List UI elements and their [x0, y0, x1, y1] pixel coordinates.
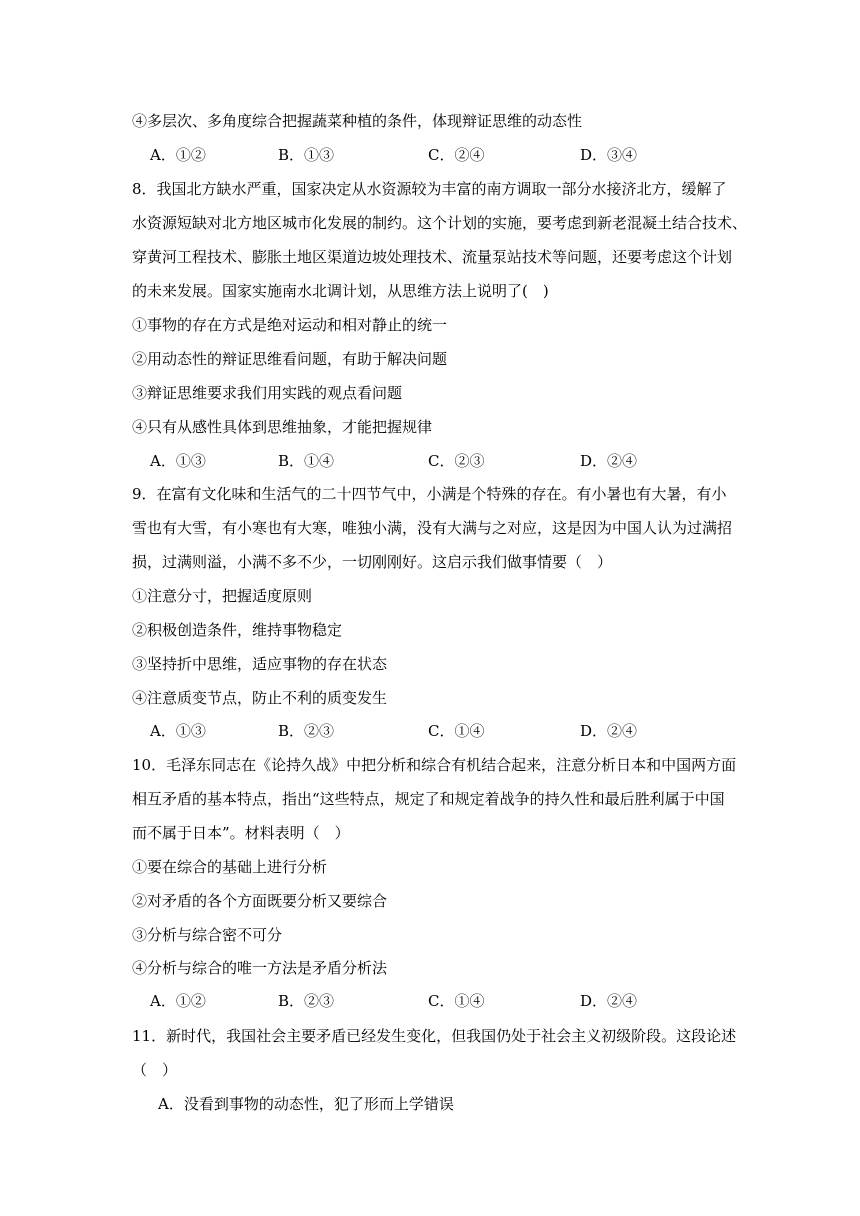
q8-statement-2: ②用动态性的辩证思维看问题，有助于解决问题	[132, 350, 448, 368]
q11-stem-line: 11．新时代，我国社会主要矛盾已经发生变化，但我国仍处于社会主义初级阶段。这段论述	[132, 1027, 737, 1045]
q10-option-c[interactable]: C．①④	[428, 992, 485, 1010]
q10-option-b[interactable]: B．②③	[278, 992, 335, 1010]
q8-statement-1: ①事物的存在方式是绝对运动和相对静止的统一	[132, 316, 448, 334]
q8-stem-line: 水资源短缺对北方地区城市化发展的制约。这个计划的实施，要考虑到新老混凝土结合技术、	[132, 214, 748, 232]
q7-statement-4: ④多层次、多角度综合把握蔬菜种植的条件，体现辩证思维的动态性	[132, 112, 583, 130]
q7-option-d[interactable]: D．③④	[580, 146, 638, 164]
q8-statement-3: ③辩证思维要求我们用实践的观点看问题	[132, 384, 403, 402]
q8-option-d[interactable]: D．②④	[580, 452, 638, 470]
q8-option-a[interactable]: A．①③	[150, 452, 206, 470]
q9-statement-2: ②积极创造条件，维持事物稳定	[132, 621, 343, 639]
q9-statement-1: ①注意分寸，把握适度原则	[132, 587, 313, 605]
q9-option-d[interactable]: D．②④	[580, 722, 638, 740]
q7-options	[150, 145, 710, 165]
q8-stem-line: 8．我国北方缺水严重，国家决定从水资源较为丰富的南方调取一部分水接济北方，缓解了	[132, 180, 727, 198]
q10-statement-4: ④分析与综合的唯一方法是矛盾分析法	[132, 959, 388, 977]
q8-option-c[interactable]: C．②③	[428, 452, 485, 470]
q7-option-c[interactable]: C．②④	[428, 146, 485, 164]
q8-option-b[interactable]: B．①④	[278, 452, 335, 470]
q7-option-b[interactable]: B．①③	[278, 146, 335, 164]
q10-statement-1: ①要在综合的基础上进行分析	[132, 858, 328, 876]
q9-statement-4: ④注意质变节点，防止不利的质变发生	[132, 689, 388, 707]
q10-stem-line: 而不属于日本”。材料表明（ ）	[132, 824, 350, 842]
q8-statement-4: ④只有从感性具体到思维抽象，才能把握规律	[132, 418, 433, 436]
q9-option-a[interactable]: A．①③	[150, 722, 206, 740]
q9-options	[150, 721, 710, 741]
q7-option-a[interactable]: A．①②	[150, 146, 206, 164]
q10-statement-2: ②对矛盾的各个方面既要分析又要综合	[132, 892, 388, 910]
q10-option-a[interactable]: A．①②	[150, 992, 206, 1010]
q8-options	[150, 451, 710, 471]
q8-stem-line: 穿黄河工程技术、膨胀土地区渠道边坡处理技术、流量泵站技术等问题，还要考虑这个计划	[132, 248, 733, 266]
q10-options	[150, 991, 710, 1011]
q9-stem-line: 雪也有大雪，有小寒也有大寒，唯独小满，没有大满与之对应，这是因为中国人认为过满招	[132, 519, 733, 537]
q10-statement-3: ③分析与综合密不可分	[132, 926, 283, 944]
q9-option-c[interactable]: C．①④	[428, 722, 485, 740]
q9-statement-3: ③坚持折中思维，适应事物的存在状态	[132, 655, 388, 673]
q10-option-d[interactable]: D．②④	[580, 992, 638, 1010]
q9-stem-line: 9．在富有文化味和生活气的二十四节气中，小满是个特殊的存在。有小暑也有大暑，有小	[132, 485, 727, 503]
q11-stem-line: （ ）	[132, 1061, 178, 1079]
q11-option-a[interactable]: A．没看到事物的动态性，犯了形而上学错误	[158, 1095, 454, 1113]
q8-stem-line: 的未来发展。国家实施南水北调计划，从思维方法上说明了( )	[132, 282, 549, 300]
q9-stem-line: 损，过满则溢，小满不多不少，一切刚刚好。这启示我们做事情要（ ）	[132, 553, 613, 571]
q9-option-b[interactable]: B．②③	[278, 722, 335, 740]
q10-stem-line: 10．毛泽东同志在《论持久战》中把分析和综合有机结合起来，注意分析日本和中国两方面	[132, 756, 737, 774]
q10-stem-line: 相互矛盾的基本特点，指出“这些特点，规定了和规定着战争的持久性和最后胜利属于中国	[132, 790, 725, 808]
